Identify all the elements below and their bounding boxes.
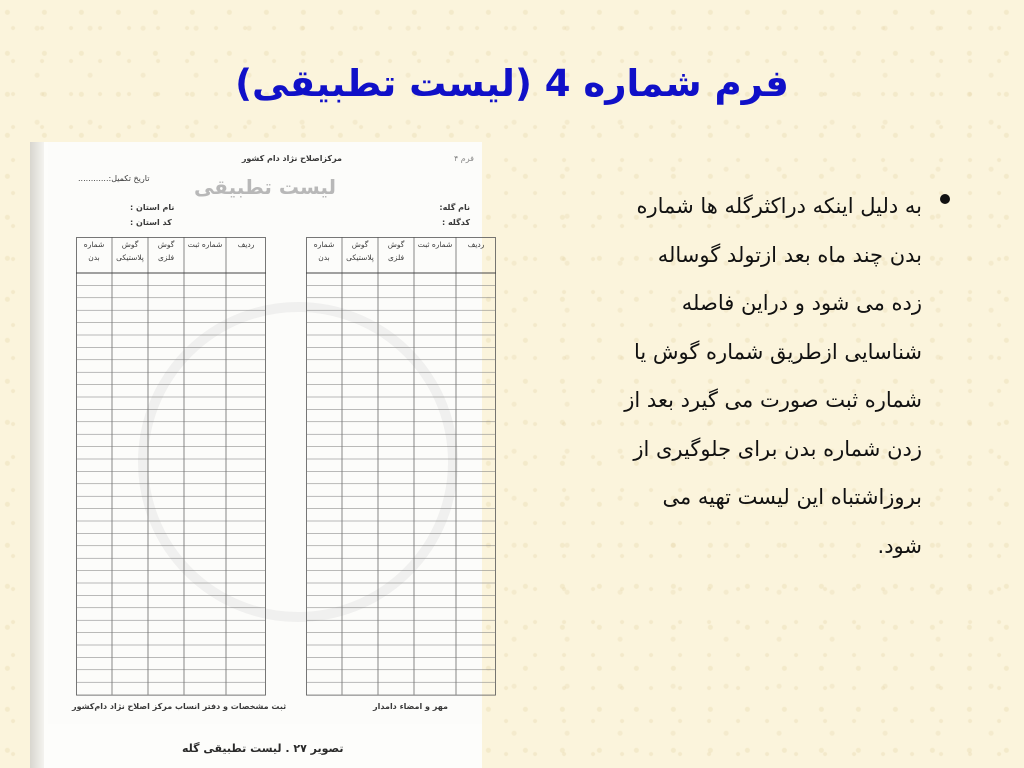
footer-signature: مهر و امضاء دامدار (373, 702, 448, 711)
column-header: گوش پلاستیکی (346, 240, 374, 262)
bullet-line: بدن چند ماه بعد ازتولد گوساله (657, 242, 922, 267)
form-number: فرم ۴ (453, 154, 474, 163)
form-heading: لیست تطبیقی (193, 175, 337, 199)
bullet-line: زدن شماره بدن برای جلوگیری از (633, 436, 922, 461)
herd-name-label: نام گله: (439, 203, 470, 212)
bullet-line: شماره ثبت صورت می گیرد بعد از (624, 388, 922, 412)
footer-registration: ثبت مشخصات و دفتر انساب مرکز اصلاح نژاد دام‌کشور (72, 702, 287, 711)
column-header: شماره بدن (83, 240, 105, 262)
province-name-label: نام استان : (130, 203, 175, 212)
bullet-line: به دلیل اینکه دراکثرگله ها شماره (636, 194, 922, 218)
form-paper (48, 142, 485, 724)
bullet-line: زده می شود و دراین فاصله (681, 291, 922, 315)
bullet-icon (940, 194, 950, 204)
left-table (76, 237, 266, 703)
column-header: گوش فلزی (387, 240, 405, 262)
column-header: شماره ثبت (187, 240, 223, 249)
form-organization: مرکزاصلاح نژاد دام کشور (241, 154, 342, 163)
province-code-label: کد استان : (130, 218, 172, 227)
completion-date: تاریخ تکمیل:............ (78, 174, 150, 183)
column-header: گوش پلاستیکی (116, 240, 144, 262)
scan-edge (30, 142, 44, 768)
column-header: گوش فلزی (157, 240, 175, 262)
bullet-text (520, 182, 922, 570)
figure-caption: تصویر ۲۷ . لیست تطبیقی گله (182, 742, 344, 755)
column-header: شماره بدن (313, 240, 335, 262)
form-image (30, 142, 485, 768)
slide-title: فرم شماره 4 (لیست تطبیقی) (235, 62, 789, 105)
bullet-line: شود. (877, 533, 922, 558)
bullet-point (520, 182, 950, 570)
bullet-line: بروزاشتباه این لیست تهیه می (662, 485, 922, 509)
bullet-line: شناسایی ازطریق شماره گوش یا (633, 339, 922, 364)
herd-code-label: کدگله : (441, 218, 470, 227)
column-header: ردیف (237, 240, 255, 249)
column-header: شماره ثبت (417, 240, 453, 249)
column-header: ردیف (467, 240, 485, 249)
right-table (306, 237, 496, 703)
